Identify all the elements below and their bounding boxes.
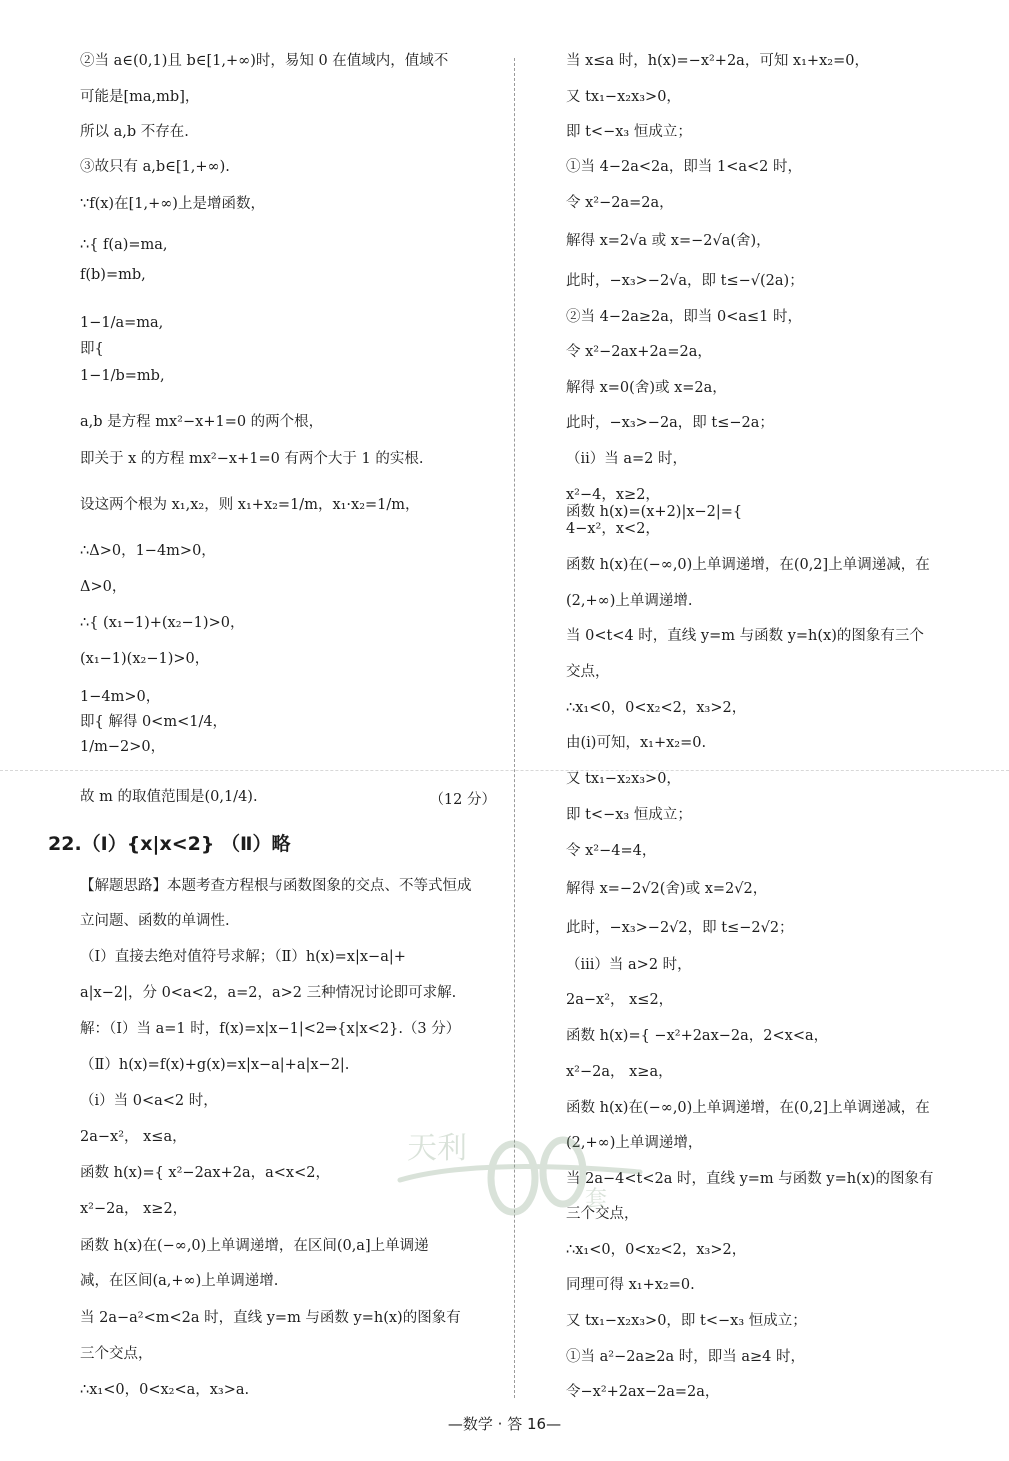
text-line: 令−x²+2ax−2a=2a，: [566, 1384, 720, 1400]
text-line: 令 x²−4=4，: [566, 843, 657, 859]
text-line: 解得 x=−2√2(舍)或 x=2√2，: [566, 881, 768, 897]
text-line: ②当 a∈(0,1)且 b∈[1,+∞)时，易知 0 在值域内，值域不: [80, 53, 449, 69]
text-line: 函数 h(x)在(−∞,0)上单调递增，在(0,2]上单调递减，在: [566, 1100, 930, 1116]
text-line: 设这两个根为 x₁,x₂，则 x₁+x₂=1/m，x₁·x₂=1/m，: [80, 497, 420, 513]
text-line: 令 x²−2ax+2a=2a，: [566, 344, 712, 360]
text-line: 函数 h(x)=(x+2)|x−2|={: [566, 504, 743, 520]
text-line: （ⅲ）当 a>2 时，: [566, 957, 692, 973]
text-line: （Ⅱ）h(x)=f(x)+g(x)=x|x−a|+a|x−2|.: [80, 1057, 350, 1073]
text-line: 又 tx₁−x₂x₃>0，: [566, 89, 681, 105]
text-line: (2,+∞)上单调递增，: [566, 1135, 703, 1151]
text-line: ①当 a²−2a≥2a 时，即当 a≥4 时，: [566, 1349, 805, 1365]
text-line: 函数 h(x)在(−∞,0)上单调递增，在(0,2]上单调递减，在: [566, 557, 930, 573]
text-line: ②当 4−2a≥2a，即当 0<a≤1 时，: [566, 309, 802, 325]
text-line: 即{ 解得 0<m<1/4，: [80, 714, 228, 730]
text-line: a,b 是方程 mx²−x+1=0 的两个根，: [80, 414, 324, 430]
text-line: 此时，−x₃>−2√2，即 t≤−2√2；: [566, 920, 794, 936]
text-line: 1−4m>0，: [80, 689, 161, 705]
text-line: ∴x₁<0，0<x₂<2，x₃>2，: [566, 1242, 747, 1258]
question-22-answer: 22.（Ⅰ）{x|x<2} （Ⅱ）略: [48, 833, 291, 855]
text-line: 函数 h(x)在(−∞,0)上单调递增，在区间(0,a]上单调递: [80, 1238, 429, 1254]
score-label: （12 分）: [429, 792, 496, 808]
text-line: 三个交点，: [566, 1206, 639, 1222]
text-line: ∴x₁<0，0<x₂<a，x₃>a.: [80, 1382, 250, 1398]
text-line: 1/m−2>0，: [80, 739, 166, 755]
text-line: （ⅱ）当 a=2 时，: [566, 451, 688, 467]
text-line: 所以 a,b 不存在.: [80, 124, 189, 140]
text-line: （Ⅰ）直接去绝对值符号求解；（Ⅱ）h(x)=x|x−a|+: [80, 949, 406, 965]
text-line: x²−2a， x≥2，: [80, 1201, 188, 1217]
text-line: ①当 4−2a<2a，即当 1<a<2 时，: [566, 159, 802, 175]
text-line: 函数 h(x)={ −x²+2ax−2a，2<x<a，: [566, 1028, 829, 1044]
text-line: 又 tx₁−x₂x₃>0，即 t<−x₃ 恒成立；: [566, 1313, 807, 1329]
text-line: 可能是[ma,mb]，: [80, 89, 200, 105]
text-line: f(b)=mb,: [80, 267, 146, 283]
text-line: (2,+∞)上单调递增.: [566, 593, 693, 609]
text-line: （ⅰ）当 0<a<2 时，: [80, 1093, 218, 1109]
text-line: Δ>0，: [80, 579, 127, 595]
text-line: 当 2a−4<t<2a 时，直线 y=m 与函数 y=h(x)的图象有: [566, 1171, 934, 1187]
watermark-logo: [395, 1110, 650, 1218]
text-line: 即 t<−x₃ 恒成立；: [566, 807, 692, 823]
text-line: 立问题、函数的单调性.: [80, 913, 230, 929]
svg-text:天利: 天利: [407, 1131, 467, 1166]
text-line: 即关于 x 的方程 mx²−x+1=0 有两个大于 1 的实根.: [80, 451, 424, 467]
text-line: x²−4，x≥2，: [566, 487, 660, 503]
page-footer: —数学 · 答 16—: [447, 1415, 562, 1433]
page-crease: [0, 770, 1009, 771]
column-divider: [514, 58, 515, 1398]
text-line: 函数 h(x)={ x²−2ax+2a，a<x<2，: [80, 1165, 330, 1181]
text-line: 解得 x=0(舍)或 x=2a，: [566, 380, 727, 396]
text-line: 解得 x=2√a 或 x=−2√a(舍)，: [566, 233, 771, 249]
text-line: ③故只有 a,b∈[1,+∞).: [80, 159, 230, 175]
text-line: ∴{ f(a)=ma,: [80, 237, 168, 253]
text-line: 1−1/b=mb,: [80, 368, 165, 384]
text-line: 即{: [80, 341, 104, 357]
text-line: 三个交点，: [80, 1346, 153, 1362]
svg-text:套: 套: [585, 1187, 608, 1212]
text-line: 2a−x²， x≤2，: [566, 992, 674, 1008]
text-line: 1−1/a=ma,: [80, 315, 164, 331]
text-line: 故 m 的取值范围是(0,1/4).: [80, 789, 258, 805]
text-line: a|x−2|，分 0<a<2，a=2，a>2 三种情况讨论即可求解.: [80, 985, 457, 1001]
text-line: 令 x²−2a=2a，: [566, 195, 674, 211]
text-line: 交点，: [566, 664, 610, 680]
text-line: x²−2a， x≥a，: [566, 1064, 673, 1080]
text-line: 由(ⅰ)可知，x₁+x₂=0.: [566, 735, 707, 751]
text-line: 当 0<t<4 时，直线 y=m 与函数 y=h(x)的图象有三个: [566, 628, 924, 644]
text-line: 解：（Ⅰ）当 a=1 时，f(x)=x|x−1|<2⇒{x|x<2}.（3 分）: [80, 1021, 461, 1037]
text-line: 同理可得 x₁+x₂=0.: [566, 1277, 695, 1293]
text-line: 减，在区间(a,+∞)上单调递增.: [80, 1273, 279, 1289]
text-line: 又 tx₁−x₂x₃>0，: [566, 771, 681, 787]
text-line: 此时，−x₃>−2a，即 t≤−2a；: [566, 415, 774, 431]
text-line: (x₁−1)(x₂−1)>0，: [80, 651, 210, 667]
text-line: ∴{ (x₁−1)+(x₂−1)>0，: [80, 615, 245, 631]
text-line: 当 2a−a²<m<2a 时，直线 y=m 与函数 y=h(x)的图象有: [80, 1310, 461, 1326]
text-line: 此时，−x₃>−2√a，即 t≤−√(2a)；: [566, 273, 804, 289]
text-line: 即 t<−x₃ 恒成立；: [566, 124, 692, 140]
text-line: ∴Δ>0，1−4m>0，: [80, 543, 216, 559]
text-line: 当 x≤a 时，h(x)=−x²+2a，可知 x₁+x₂=0，: [566, 53, 869, 69]
text-line: 【解题思路】本题考查方程根与函数图象的交点、不等式恒成: [80, 878, 472, 894]
text-line: 4−x²，x<2，: [566, 521, 660, 537]
text-line: 2a−x²， x≤a，: [80, 1129, 187, 1145]
text-line: ∴x₁<0，0<x₂<2，x₃>2，: [566, 700, 747, 716]
text-line: ∵f(x)在[1,+∞)上是增函数，: [80, 196, 265, 212]
